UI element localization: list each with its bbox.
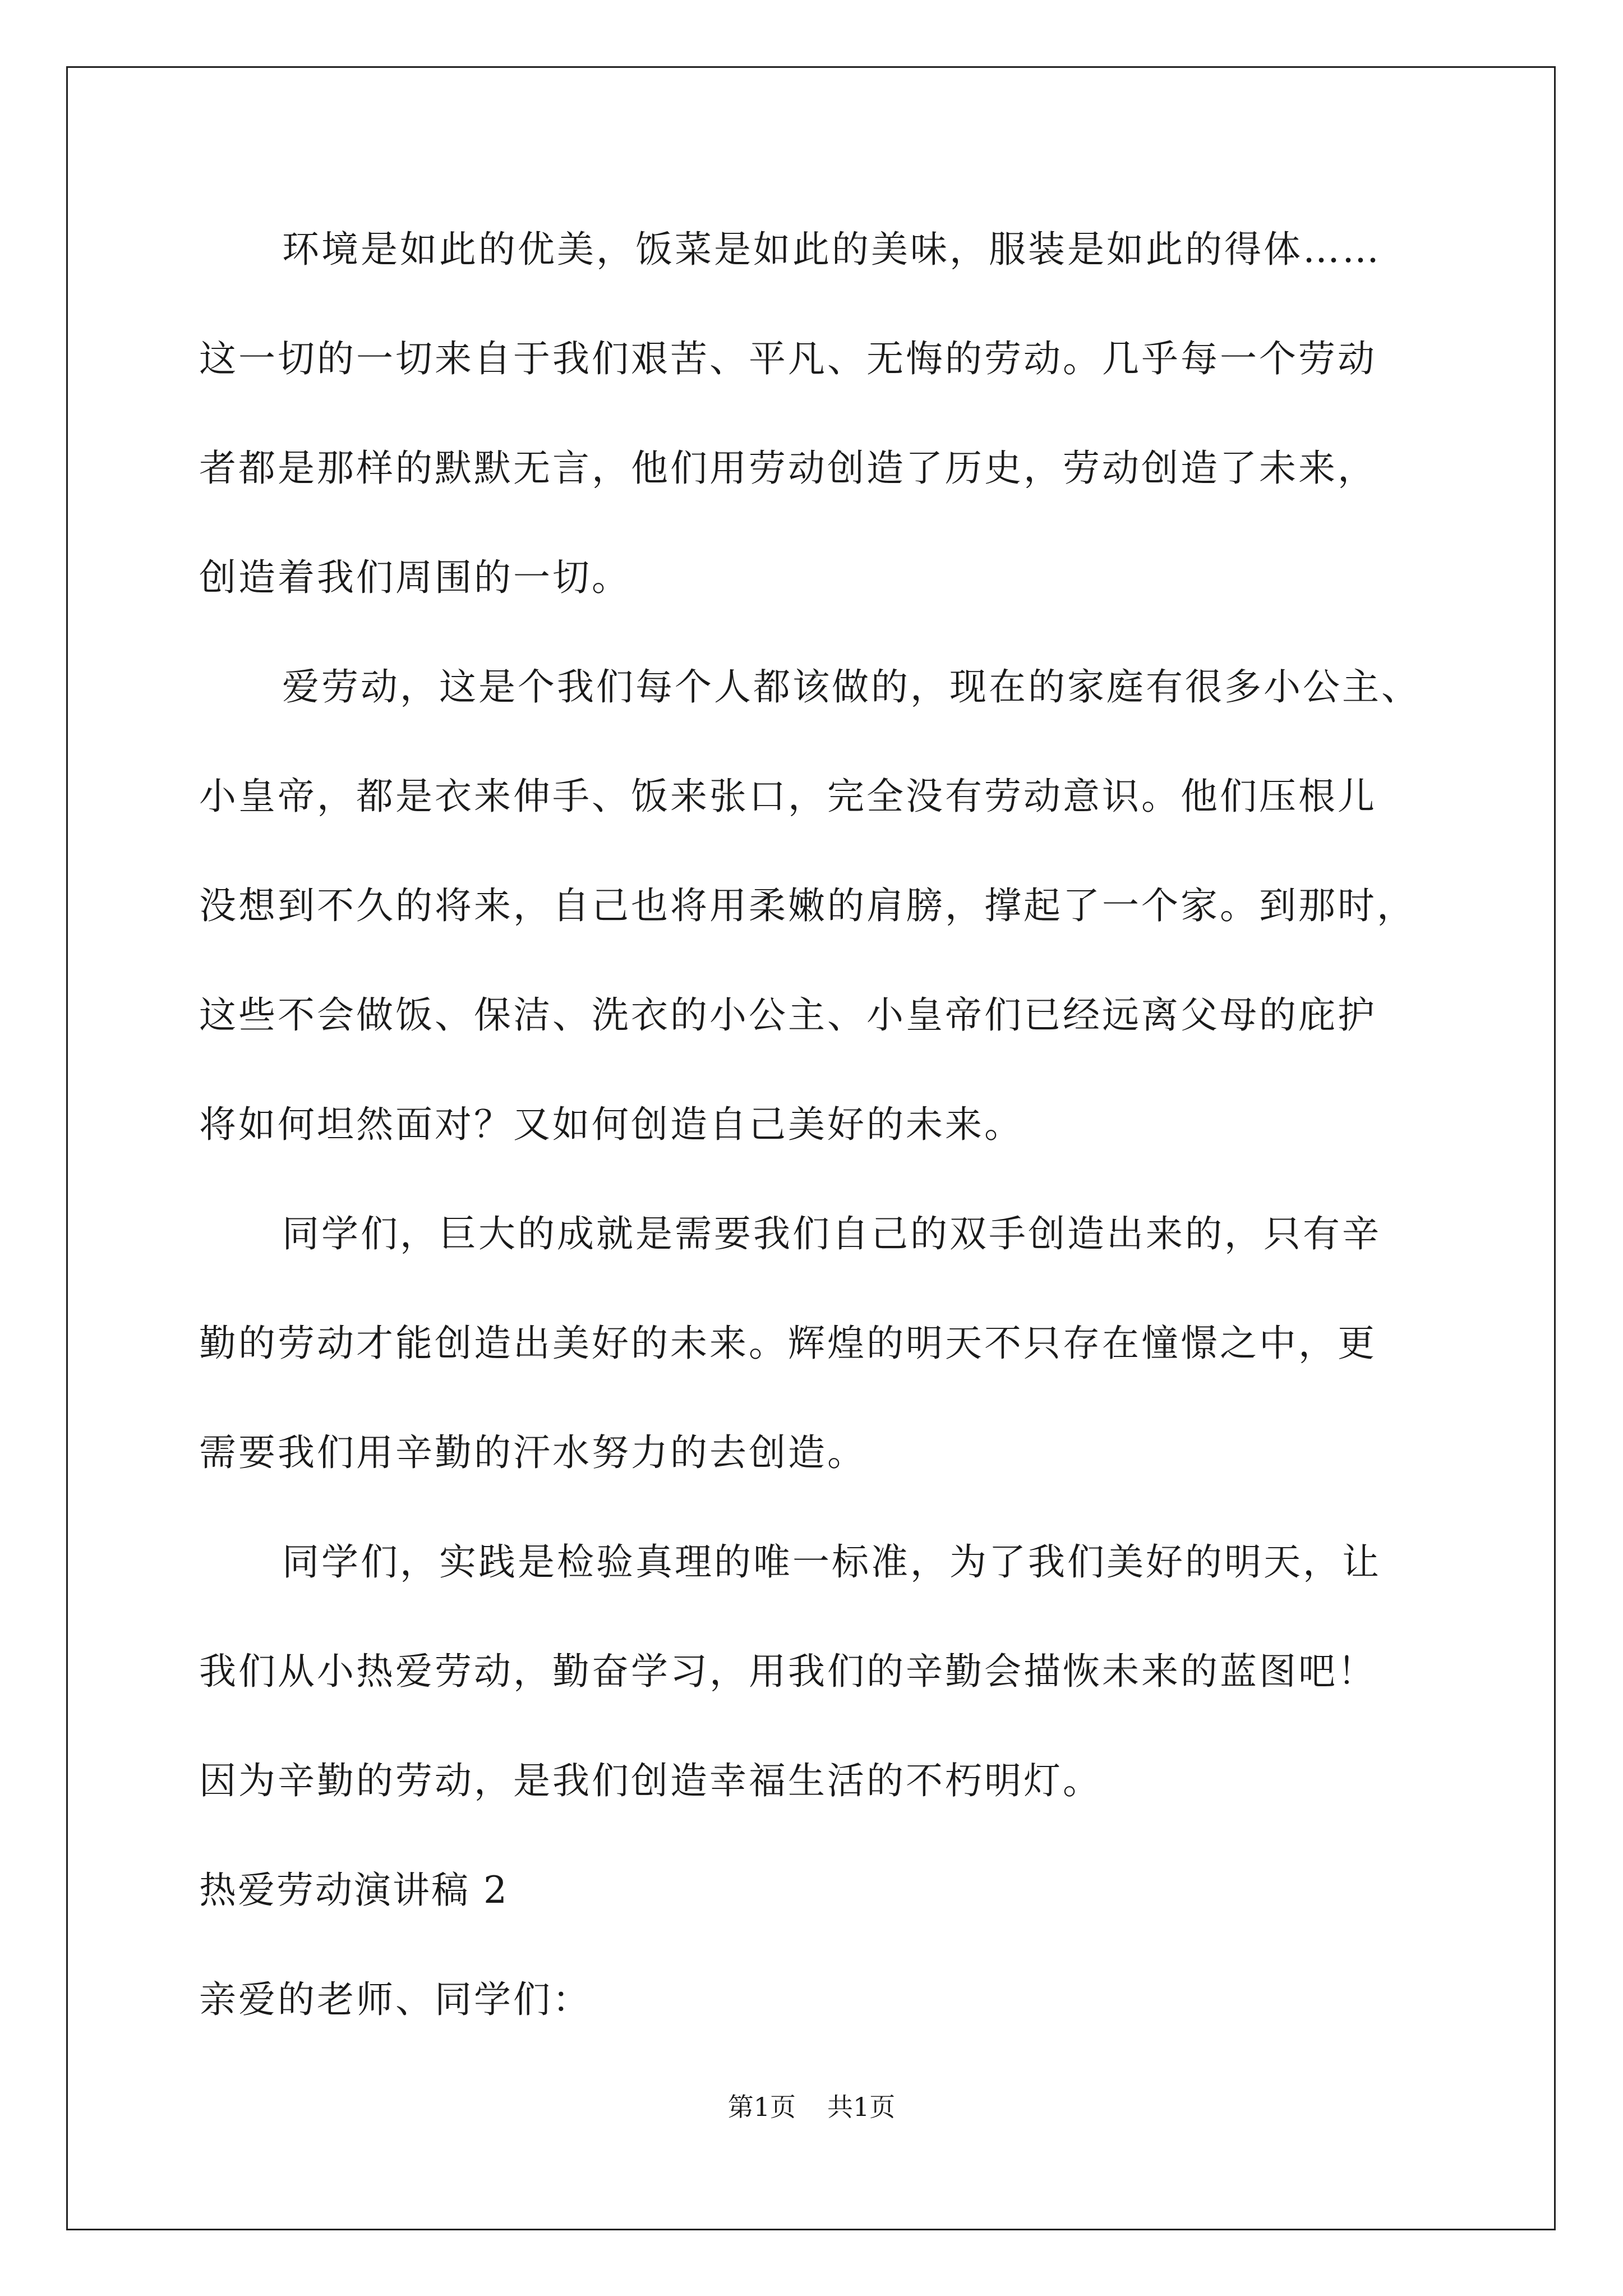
paragraph-line: 者都是那样的默默无言，他们用劳动创造了历史，劳动创造了未来， <box>199 447 1377 490</box>
paragraph-line: 没想到不久的将来，自己也将用柔嫩的肩膀，撑起了一个家。到那时， <box>199 884 1416 927</box>
page-number-total: 共1页 <box>827 2092 896 2122</box>
paragraph-1 <box>199 210 1461 648</box>
paragraph-line: 这一切的一切来自于我们艰苦、平凡、无悔的劳动。几乎每一个劳动 <box>199 337 1377 380</box>
page-footer <box>0 2087 1623 2124</box>
page-number-current: 第1页 <box>727 2092 796 2122</box>
salutation: 亲爱的老师、同学们： <box>199 1978 592 2021</box>
paragraph-line: 环境是如此的优美，饭菜是如此的美味，服装是如此的得体…… <box>282 228 1381 271</box>
section-heading: 热爱劳动演讲稿 2 <box>199 1869 509 1912</box>
paragraph-line: 需要我们用辛勤的汗水努力的去创造。 <box>199 1431 866 1474</box>
paragraph-line: 这些不会做饭、保洁、洗衣的小公主、小皇帝们已经远离父母的庇护 <box>199 993 1377 1037</box>
paragraph-4 <box>199 1523 1461 1851</box>
paragraph-line: 同学们，巨大的成就是需要我们自己的双手创造出来的，只有辛 <box>282 1212 1381 1255</box>
paragraph-line: 爱劳动，这是个我们每个人都该做的，现在的家庭有很多小公主、 <box>282 665 1421 708</box>
paragraph-line: 因为辛勤的劳动，是我们创造幸福生活的不朽明灯。 <box>199 1759 1102 1802</box>
paragraph-line: 同学们，实践是检验真理的唯一标准，为了我们美好的明天，让 <box>282 1540 1381 1584</box>
paragraph-line: 创造着我们周围的一切。 <box>199 556 631 599</box>
paragraph-3 <box>199 1195 1461 1523</box>
document-body <box>199 210 1461 2070</box>
paragraph-line: 我们从小热爱劳动，勤奋学习，用我们的辛勤会描恢未来的蓝图吧！ <box>199 1650 1377 1693</box>
paragraph-2 <box>199 648 1461 1195</box>
paragraph-line: 小皇帝，都是衣来伸手、饭来张口，完全没有劳动意识。他们压根儿 <box>199 775 1377 818</box>
paragraph-line: 将如何坦然面对？又如何创造自己美好的未来。 <box>199 1103 1023 1146</box>
paragraph-line: 勤的劳动才能创造出美好的未来。辉煌的明天不只存在憧憬之中，更 <box>199 1322 1377 1365</box>
